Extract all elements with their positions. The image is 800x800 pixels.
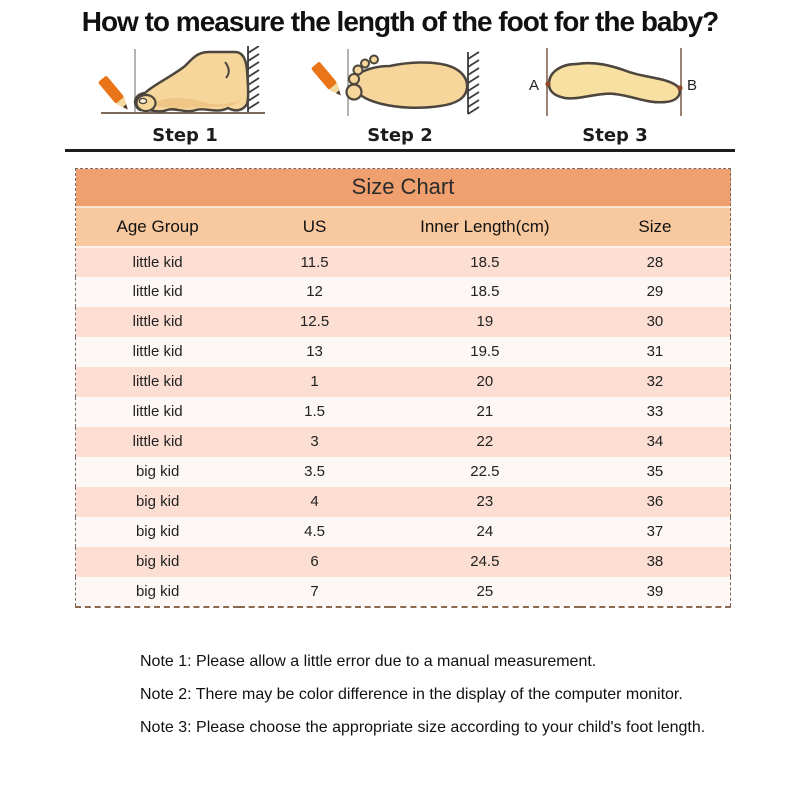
age-group-cell: little kid — [76, 397, 240, 427]
us-size-cell: 4 — [239, 487, 390, 517]
size-cell: 30 — [580, 307, 731, 337]
size-chart-title: Size Chart — [76, 169, 731, 207]
wall-hatch — [248, 46, 259, 112]
us-size-cell: 13 — [239, 337, 390, 367]
age-group-cell: big kid — [76, 487, 240, 517]
inner-length-cell: 25 — [390, 577, 580, 607]
size-cell: 36 — [580, 487, 731, 517]
note-2: Note 2: There may be color difference in the display of the computer monitor. — [140, 686, 683, 703]
size-cell: 37 — [580, 517, 731, 547]
point-b-label: B — [687, 77, 698, 94]
inner-length-cell: 18.5 — [390, 247, 580, 277]
step-2-figure — [300, 46, 500, 146]
us-size-cell: 1 — [239, 367, 390, 397]
table-row — [76, 277, 731, 307]
inner-length-cell: 22 — [390, 427, 580, 457]
inner-length-cell: 23 — [390, 487, 580, 517]
us-size-cell: 1.5 — [239, 397, 390, 427]
age-group-cell: little kid — [76, 367, 240, 397]
table-row — [76, 487, 731, 517]
step-3-label: Step 3 — [582, 125, 648, 146]
table-row — [76, 247, 731, 277]
size-cell: 31 — [580, 337, 731, 367]
inner-length-cell: 22.5 — [390, 457, 580, 487]
table-row — [76, 547, 731, 577]
notes-section — [140, 645, 760, 744]
inner-length-cell: 20 — [390, 367, 580, 397]
us-size-cell: 6 — [239, 547, 390, 577]
size-cell: 38 — [580, 547, 731, 577]
inner-length-cell: 18.5 — [390, 277, 580, 307]
inner-length-cell: 21 — [390, 397, 580, 427]
us-size-cell: 7 — [239, 577, 390, 607]
measure-steps-row — [85, 46, 715, 146]
us-size-cell: 11.5 — [239, 247, 390, 277]
table-row — [76, 307, 731, 337]
age-group-cell: big kid — [76, 457, 240, 487]
age-group-cell: little kid — [76, 337, 240, 367]
age-group-cell: little kid — [76, 277, 240, 307]
size-chart-title-row — [76, 169, 731, 207]
table-row — [76, 367, 731, 397]
us-size-cell: 4.5 — [239, 517, 390, 547]
step-1-figure — [85, 46, 285, 146]
inner-length-cell: 24 — [390, 517, 580, 547]
point-b-dot — [677, 85, 682, 90]
size-chart-table — [75, 168, 731, 608]
step-3-figure — [515, 46, 715, 146]
pencil-icon — [311, 61, 345, 99]
us-size-cell: 3.5 — [239, 457, 390, 487]
column-header-row — [76, 207, 731, 247]
footprint-measure-illustration — [515, 46, 715, 122]
age-group-cell: little kid — [76, 307, 240, 337]
table-row — [76, 427, 731, 457]
age-group-cell: big kid — [76, 547, 240, 577]
note-1: Note 1: Please allow a little error due to a manual measurement. — [140, 653, 597, 670]
size-cell: 28 — [580, 247, 731, 277]
point-a-label: A — [529, 77, 540, 94]
page-title: How to measure the length of the foot for the baby? — [81, 6, 719, 37]
inner-length-cell: 24.5 — [390, 547, 580, 577]
size-cell: 32 — [580, 367, 731, 397]
col-header-us: US — [239, 207, 390, 247]
table-row — [76, 577, 731, 607]
size-cell: 34 — [580, 427, 731, 457]
age-group-cell: little kid — [76, 247, 240, 277]
top-foot-pencil-wall-illustration — [310, 46, 490, 122]
age-group-cell: big kid — [76, 577, 240, 607]
table-row — [76, 337, 731, 367]
wall-hatch — [468, 52, 479, 114]
size-cell: 35 — [580, 457, 731, 487]
note-3: Note 3: Please choose the appropriate size according to your child's foot length. — [140, 719, 706, 736]
us-size-cell: 12 — [239, 277, 390, 307]
size-cell: 29 — [580, 277, 731, 307]
table-row — [76, 517, 731, 547]
inner-length-cell: 19 — [390, 307, 580, 337]
foot-graphic — [347, 56, 468, 108]
col-header-size: Size — [580, 207, 731, 247]
us-size-cell: 12.5 — [239, 307, 390, 337]
size-cell: 33 — [580, 397, 731, 427]
section-divider — [65, 149, 735, 152]
step-1-label: Step 1 — [152, 125, 218, 146]
age-group-cell: big kid — [76, 517, 240, 547]
table-row — [76, 397, 731, 427]
side-foot-pencil-wall-illustration — [95, 46, 275, 122]
step-2-label: Step 2 — [367, 125, 433, 146]
foot-graphic — [135, 52, 248, 111]
us-size-cell: 3 — [239, 427, 390, 457]
pencil-icon — [98, 75, 132, 113]
age-group-cell: little kid — [76, 427, 240, 457]
col-header-age-group: Age Group — [76, 207, 240, 247]
inner-length-cell: 19.5 — [390, 337, 580, 367]
col-header-inner-length: Inner Length(cm) — [390, 207, 580, 247]
size-cell: 39 — [580, 577, 731, 607]
table-row — [76, 457, 731, 487]
point-a-dot — [545, 81, 550, 86]
